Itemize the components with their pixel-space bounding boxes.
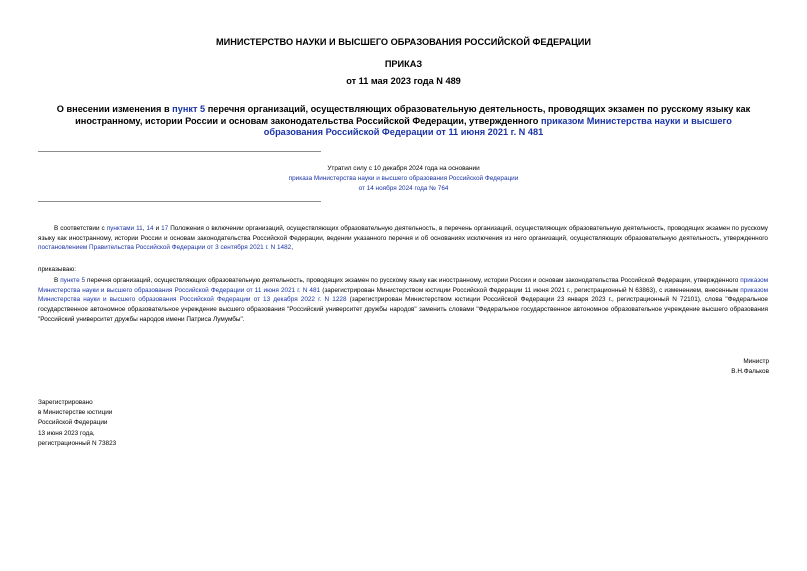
preamble-text-3: и <box>153 225 162 232</box>
validity-line-1: Утратил силу с 10 декабря 2024 года на основании <box>327 165 480 172</box>
preamble-paragraph <box>38 224 768 253</box>
signer-name: В.Н.Фальков <box>731 368 769 376</box>
registration-line-3: Российской Федерации <box>38 419 108 427</box>
link-order-1228[interactable]: приказом Министерства науки и высшего образования Российской Федерации от 13 декабря 2022 г. N 1228 <box>38 286 768 304</box>
main-text-3: (зарегистрирован Министерством юстиции Российской Федерации 11 июня 2021 г., регистрационный N 63863), с изменением, внесенным <box>320 286 741 294</box>
preamble-text-2: , <box>142 225 147 232</box>
title-middle: перечня организаций, осуществляющих образовательную деятельность, проводящих экзамен по русскому языку как иностранному, истории России и основам законодательства Российской Федерации, утвержденного <box>75 104 751 126</box>
registration-line-1: Зарегистрировано <box>38 399 93 406</box>
document-type: ПРИКАЗ <box>384 59 423 69</box>
preamble-text-4: Положения о включении организаций, осуществляющих образовательную деятельность, в перечень организаций, осуществляющих образовательную деятельность, проводящих экзамен по русскому языку как иностранному, истории России и основам законодательства Российской Федерации, ведении указанного перечня и об основаниях исключения из него организаций, осуществляющих образовательную деятельность, утвержденного <box>38 225 768 242</box>
title-prefix: О внесении изменения в <box>56 104 173 114</box>
registration-line-5: регистрационный N 73823 <box>38 439 117 447</box>
title-link-point-5[interactable]: пункт 5 <box>172 104 206 114</box>
registration-line-4: 13 июня 2023 года, <box>38 429 95 437</box>
divider-top <box>38 151 321 152</box>
main-paragraph <box>38 276 768 325</box>
registration-line-2: в Министерстве юстиции <box>38 409 113 417</box>
link-point-17[interactable]: 17 <box>161 225 169 232</box>
link-point-5[interactable]: пункте 5 <box>60 277 86 284</box>
registration-block <box>38 398 116 449</box>
validity-note <box>230 164 577 195</box>
document-title <box>48 104 759 139</box>
main-text-1: В <box>54 277 61 284</box>
link-order-481[interactable]: приказом Министерства науки и высшего образования Российской Федерации от 11 июня 2021 г. N 481 <box>38 277 769 294</box>
ministry-heading: МИНИСТЕРСТВО НАУКИ И ВЫСШЕГО ОБРАЗОВАНИЯ РОССИЙСКОЙ ФЕДЕРАЦИИ <box>215 37 591 47</box>
divider-bottom <box>38 201 321 202</box>
document-date-number: от 11 мая 2023 года N 489 <box>346 76 461 86</box>
link-point-14[interactable]: 14 <box>146 225 154 232</box>
title-link-order-481[interactable]: приказом Министерства науки и высшего образования Российской Федерации от 11 июня 2021 г. N 481 <box>263 115 732 138</box>
link-resolution-1482[interactable]: постановлением Правительства Российской Федерации от 3 сентября 2021 г. N 1482 <box>38 244 292 252</box>
link-points-11[interactable]: пунктами 11 <box>106 225 143 232</box>
signer-position: Министр <box>743 358 769 365</box>
order-word: приказываю: <box>38 266 76 273</box>
signature-block <box>731 357 769 377</box>
main-text-4: (зарегистрирован Министерством юстиции Российской Федерации 23 января 2023 г., регистрационный N 72101), слова "Федеральное государственное автономное образовательное учреждение высшего образования "Российский университет дружбы народов" заменить словами "Федеральное государственное автономное образовательное учреждение высшего образования "Российский университет дружбы народов имени Патриса Лумумбы". <box>38 296 768 323</box>
validity-link-order-764[interactable]: приказа Министерства науки и высшего образования Российской Федерации <box>288 175 519 183</box>
validity-link-order-764-date[interactable]: от 14 ноября 2024 года № 764 <box>358 185 449 193</box>
preamble-text-1: В соответствии с <box>54 225 107 232</box>
main-text-2: перечня организаций, осуществляющих образовательную деятельность, проводящих экзамен по русскому языку как иностранному, истории России и основам законодательства Российской Федерации, утвержденного <box>85 277 741 284</box>
preamble-text-5: , <box>291 244 293 252</box>
